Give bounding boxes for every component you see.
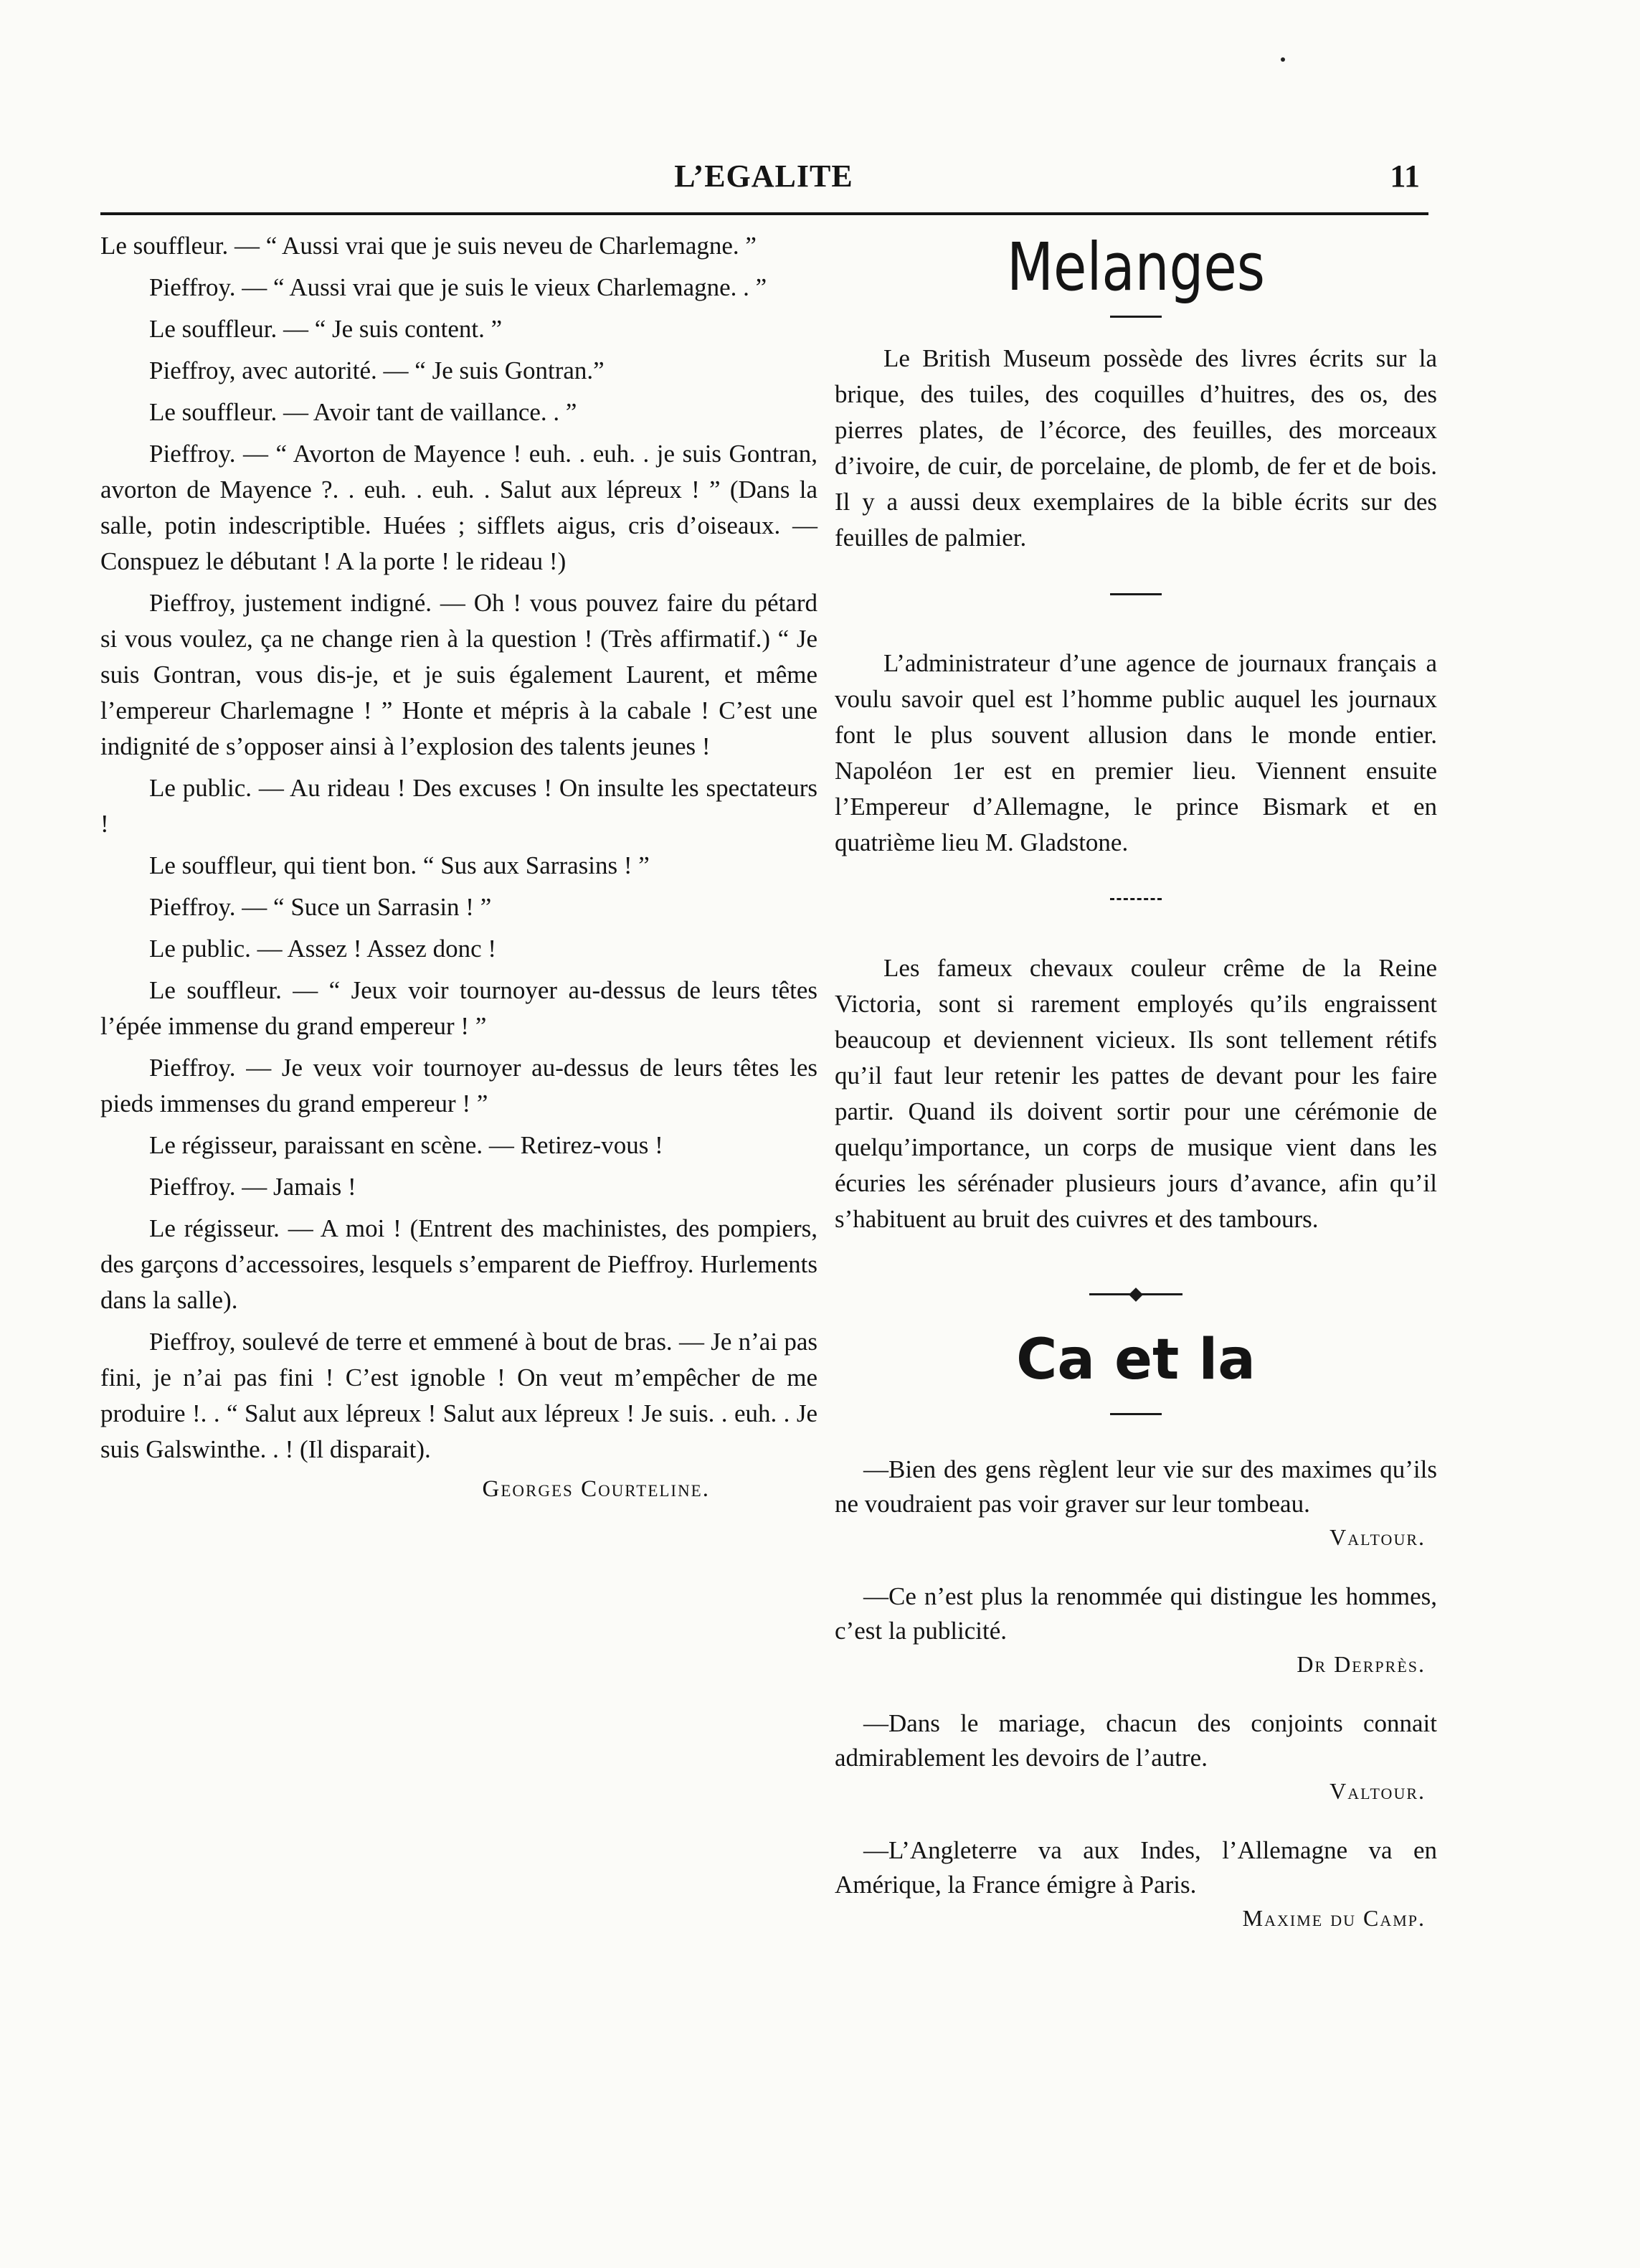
- dialogue-line: Pieffroy. — “ Avorton de Mayence ! euh. . euh. . je suis Gontran, avorton de Mayence ?. . euh. . euh. . Salut aux lépreux ! ” (Dans la salle, potin indescriptible. Huées ; sifflets aigus, cris d’oiseaux. — Conspuez le débutant ! A la porte ! le rideau !): [100, 440, 817, 575]
- dialogue-line: Le souffleur, qui tient bon. “ Sus aux Sarrasins ! ”: [149, 851, 650, 879]
- quote-author: Valtour.: [1329, 1524, 1426, 1550]
- quote-block: [835, 1833, 1437, 1932]
- right-column: [835, 228, 1437, 1932]
- dialogue-line: Pieffroy, avec autorité. — “ Je suis Gontran.”: [149, 356, 605, 384]
- page-header: [100, 149, 1427, 199]
- author-byline: Georges Courteline.: [482, 1476, 710, 1502]
- dialogue-line: Le souffleur. — “ Aussi vrai que je suis neveu de Charlemagne. ”: [100, 232, 757, 260]
- quote-block: [835, 1452, 1437, 1551]
- dialogue-line: Le régisseur, paraissant en scène. — Retirez-vous !: [149, 1131, 663, 1159]
- news-item: Le British Museum possède des livres écrits sur la brique, des tuiles, des coquilles d’huitres, des os, des pierres plates, de l’écorce, des feuilles, des morceaux d’ivoire, de cuir, de porcelaine, de plomb, de fer et de bois. Il y a aussi deux exemplaires de la bible écrits sur des feuilles de palmier.: [835, 344, 1437, 552]
- quote-text: —Dans le mariage, chacun des conjoints connait admirablement les devoirs de l’autre.: [835, 1709, 1437, 1772]
- dialogue-line: Le souffleur. — “ Je suis content. ”: [149, 315, 503, 343]
- news-item: L’administrateur d’une agence de journaux français a voulu savoir quel est l’homme public auquel les journaux font le plus souvent allusion dans le monde entier. Napoléon 1er est en premier lieu. Viennent ensuite l’Empereur d’Allemagne, le prince Bismark et en quatrième lieu M. Gladstone.: [835, 649, 1437, 856]
- left-column: [100, 228, 817, 1503]
- dialogue-line: Pieffroy. — “ Aussi vrai que je suis le vieux Charlemagne. . ”: [149, 273, 767, 301]
- section-title-ca-et-la: Ca et la: [1016, 1328, 1256, 1392]
- dialogue-line: Le public. — Assez ! Assez donc !: [149, 935, 497, 963]
- ink-speck: [1281, 57, 1285, 62]
- dialogue-line: Le public. — Au rideau ! Des excuses ! On insulte les spectateurs !: [100, 774, 817, 838]
- header-rule: [100, 212, 1428, 215]
- title-rule: [1110, 1413, 1162, 1415]
- page-number: 11: [1390, 159, 1420, 194]
- dialogue-line: Pieffroy, soulevé de terre et emmené à bout de bras. — Je n’ai pas fini, je n’ai pas fini ! C’est ignoble ! On veut m’empêcher de me produire !. . “ Salut aux lépreux ! Salut aux lépreux ! Je suis. . euh. . Je suis Galswinthe. . ! (Il disparait).: [100, 1328, 817, 1463]
- news-item: Les fameux chevaux couleur crême de la Reine Victoria, sont si rarement employés qu’ils engraissent beaucoup et deviennent vicieux. Ils sont tellement rétifs qu’il faut leur retenir les pattes de devant pour les faire partir. Quand ils doivent sortir pour une cérémonie de quelqu’importance, un corps de musique vient dans les écuries les sérénader plusieurs jours d’avance, afin qu’il s’habituent au bruit des cuivres et des tambours.: [835, 954, 1437, 1233]
- dialogue-line: Le souffleur. — “ Jeux voir tournoyer au-dessus de leurs têtes l’épée immense du grand empereur ! ”: [100, 976, 817, 1040]
- dialogue-line: Pieffroy. — “ Suce un Sarrasin ! ”: [149, 893, 492, 921]
- quote-author: Maxime du Camp.: [1242, 1905, 1426, 1931]
- dialogue-line: Le souffleur. — Avoir tant de vaillance. . ”: [149, 398, 577, 426]
- quote-author: Valtour.: [1329, 1778, 1426, 1804]
- item-separator: [1110, 898, 1162, 900]
- dialogue-line: Pieffroy. — Je veux voir tournoyer au-dessus de leurs têtes les pieds immenses du grand empereur ! ”: [100, 1054, 817, 1118]
- dialogue-line: Le régisseur. — A moi ! (Entrent des machinistes, des pompiers, des garçons d’accessoires, lesquels s’emparent de Pieffroy. Hurlements dans la salle).: [100, 1214, 817, 1314]
- dialogue-line: Pieffroy. — Jamais !: [149, 1173, 356, 1201]
- item-separator: [1110, 593, 1162, 595]
- ornamental-rule: [1089, 1293, 1182, 1295]
- quote-block: [835, 1706, 1437, 1805]
- quote-block: [835, 1579, 1437, 1678]
- dialogue-line: Pieffroy, justement indigné. — Oh ! vous pouvez faire du pétard si vous voulez, ça ne change rien à la question ! (Très affirmatif.) “ Je suis Gontran, vous dis-je, et je suis également Laurent, et même l’empereur Charlemagne ! ” Honte et mépris à la cabale ! C’est une indignité de s’opposer ainsi à l’explosion des talents jeunes !: [100, 589, 817, 760]
- running-title: L’EGALITE: [674, 159, 853, 194]
- quote-text: —Bien des gens règlent leur vie sur des maximes qu’ils ne voudraient pas voir graver sur leur tombeau.: [835, 1455, 1437, 1518]
- quote-text: —Ce n’est plus la renommée qui distingue les hommes, c’est la publicité.: [835, 1582, 1437, 1645]
- title-rule: [1110, 316, 1162, 318]
- quote-author: Dr Derprès.: [1297, 1651, 1426, 1677]
- quote-text: —L’Angleterre va aux Indes, l’Allemagne va en Amérique, la France émigre à Paris.: [835, 1836, 1437, 1899]
- section-title-melanges: Melanges: [1006, 229, 1266, 306]
